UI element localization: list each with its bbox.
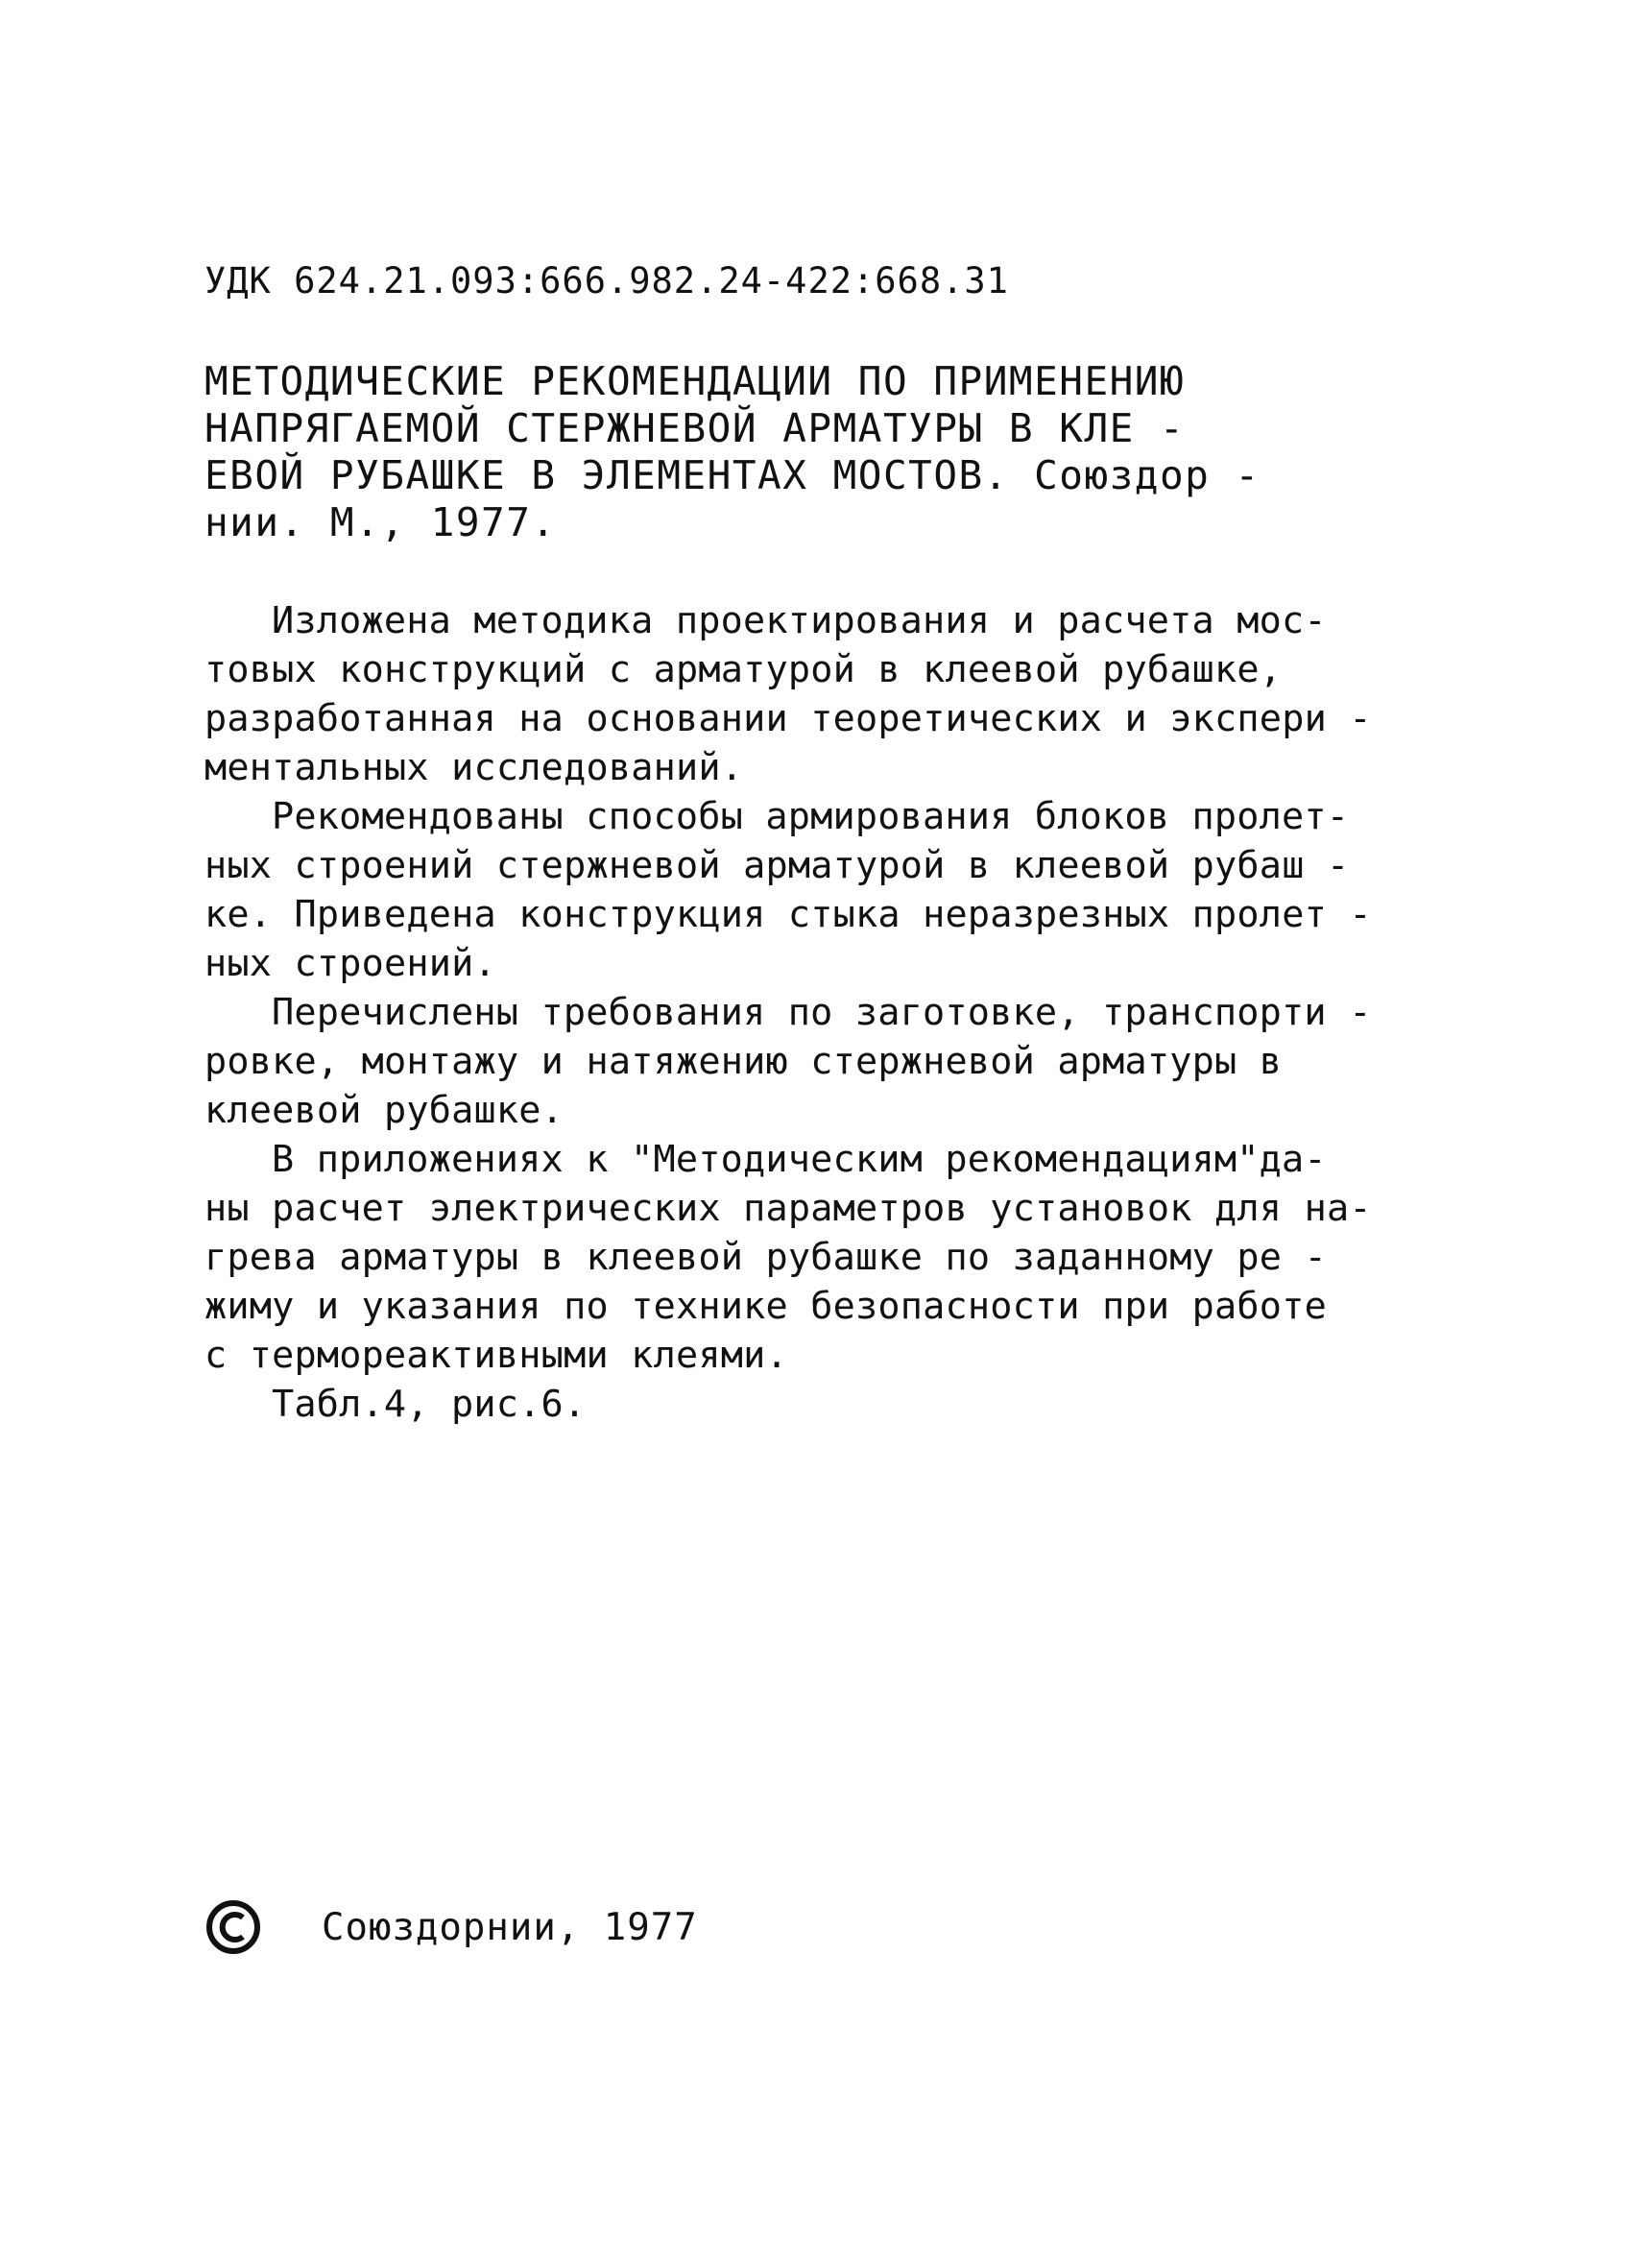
abstract-line: ны расчет электрических параметров установок для на- — [204, 1187, 1372, 1230]
title-line: ЕВОЙ РУБАШКЕ В ЭЛЕМЕНТАХ МОСТОВ. Союздор - — [204, 452, 1261, 498]
abstract-line: ментальных исследований. — [204, 746, 744, 789]
abstract-line: ке. Приведена конструкция стыка неразрезных пролет - — [204, 893, 1372, 936]
abstract-line: ных строений. — [204, 942, 496, 985]
udc-code: УДК 624.21.093:666.982.24-422:668.31 — [204, 260, 1009, 302]
abstract-line: грева арматуры в клеевой рубашке по заданному ре - — [204, 1236, 1327, 1279]
copyright-icon — [204, 1898, 262, 1956]
abstract-line: клеевой рубашке. — [204, 1089, 564, 1132]
copyright-text: Союздорнии, 1977 — [322, 1905, 698, 1949]
abstract-line: Перечислены требования по заготовке, транспорти - — [272, 991, 1372, 1034]
abstract-line: с термореактивными клеями. — [204, 1334, 788, 1377]
abstract-line: Табл.4, рис.6. — [272, 1383, 587, 1426]
title-line: МЕТОДИЧЕСКИЕ РЕКОМЕНДАЦИИ ПО ПРИМЕНЕНИЮ — [204, 358, 1186, 404]
abstract-line: жиму и указания по технике безопасности при работе — [204, 1285, 1327, 1328]
title-line: НАПРЯГАЕМОЙ СТЕРЖНЕВОЙ АРМАТУРЫ В КЛЕ - — [204, 405, 1186, 451]
abstract-line: ных строений стержневой арматурой в клеевой рубаш - — [204, 844, 1350, 887]
abstract-line: В приложениях к "Методическим рекомендациям"да- — [272, 1138, 1327, 1181]
title-line: нии. М., 1977. — [204, 499, 557, 545]
abstract-line: Изложена методика проектирования и расчета мос- — [272, 599, 1327, 642]
abstract-line: ровке, монтажу и натяжению стержневой арматуры в — [204, 1040, 1283, 1083]
abstract-line: разработанная на основании теоретических и экспери - — [204, 697, 1372, 740]
copyright-notice — [204, 1898, 698, 1956]
abstract-line: товых конструкций с арматурой в клеевой рубашке, — [204, 648, 1283, 691]
abstract-line: Рекомендованы способы армирования блоков пролет- — [272, 795, 1350, 838]
